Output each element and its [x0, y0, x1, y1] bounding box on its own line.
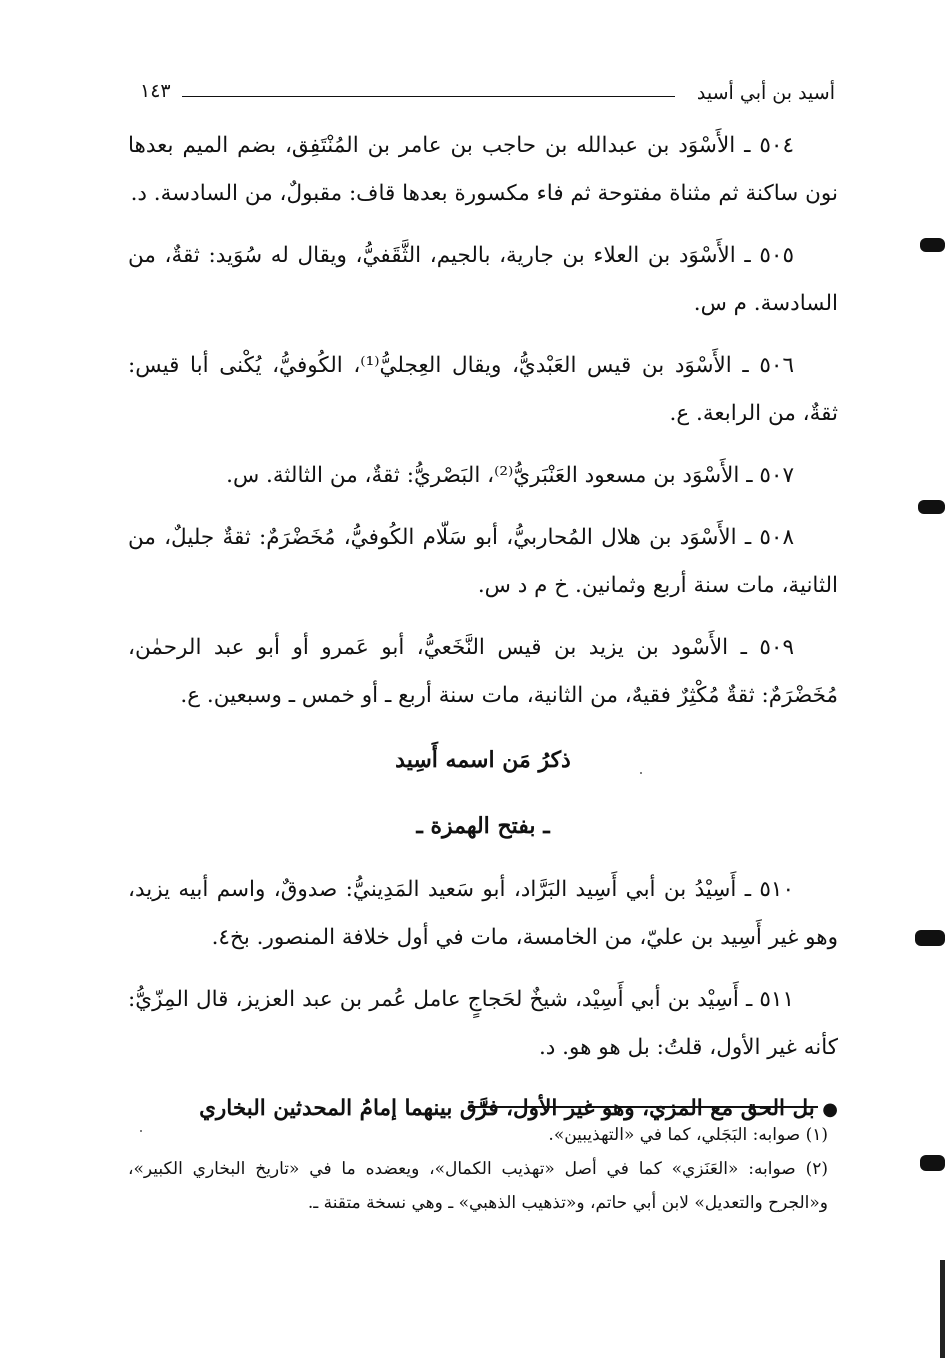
entry-506: ٥٠٦ ـ الأَسْوَد بن قيس العَبْديُّ، ويقال العِجليُّ⁽¹⁾، الكُوفيُّ، يُكْنى أبا قيس: ثقةٌ، من الرابعة. ع. — [128, 353, 838, 426]
scan-mark — [918, 500, 945, 514]
scan-speck — [640, 772, 642, 774]
page-number: ١٤٣ — [140, 80, 171, 102]
section-heading: ذكرُ مَن اسمه أَسِيد — [395, 747, 571, 773]
scan-mark — [915, 930, 945, 946]
entry-509: ٥٠٩ ـ الأَسْود بن يزيد بن قيس النَّخَعيُّ، أبو عَمرو أو أبو عبد الرحمٰن، مُخَضْرَمٌ: ثقةٌ مُكْثِرٌ فقيهٌ، من الثانية، مات سنة أربع ـ أو خمس ـ وسبعين. ع. — [128, 635, 838, 708]
scan-speck — [140, 1130, 142, 1132]
entry-510: ٥١٠ ـ أَسِيْدُ بن أبي أَسِيد البَرَّاد، أبو سَعيد المَدِينيُّ: صدوقٌ، واسم أبيه يزيد، وهو غير أَسِيد بن عليّ، من الخامسة، مات في أول خلافة المنصور. بخ٤. — [128, 877, 838, 950]
page-body — [128, 122, 838, 1133]
entry-508: ٥٠٨ ـ الأَسْوَد بن هلال المُحاربيُّ، أبو سَلّام الكُوفيُّ، مُخَضْرَمٌ: ثقةٌ جليلٌ، من الثانية، مات سنة أربع وثمانين. خ م د س. — [128, 525, 838, 598]
scan-mark — [920, 238, 945, 252]
entry-507: ٥٠٧ ـ الأَسْوَد بن مسعود العَنْبَريُّ⁽²⁾، البَصْريُّ: ثقةٌ، من الثالثة. س. — [226, 463, 794, 488]
bullet-icon: ● — [822, 1099, 838, 1120]
scan-edge — [940, 1260, 945, 1358]
header-rule — [182, 96, 675, 97]
section-subheading: ـ بفتح الهمزة ـ — [416, 813, 550, 839]
running-header — [140, 80, 835, 114]
scan-mark — [920, 1155, 945, 1171]
entry-511: ٥١١ ـ أَسِيْد بن أبي أَسِيْد، شيخٌ لحَجاجٍ عامل عُمر بن عبد العزيز، قال المِزّيُّ: كأنه غير الأول، قلتُ: بل هو هو. د. — [128, 987, 838, 1060]
footnotes — [128, 1118, 828, 1220]
entry-505: ٥٠٥ ـ الأَسْوَد بن العلاء بن جارية، بالجيم، الثَّقَفيُّ، ويقال له سُوَيد: ثقةٌ، من السادسة. م س. — [128, 243, 838, 316]
header-title: أسيد بن أبي أسيد — [696, 82, 835, 104]
entry-504: ٥٠٤ ـ الأَسْوَد بن عبدالله بن حاجب بن عامر بن المُنْتَفِق، بضم الميم بعدها نون ساكنة ثم مثناة مفتوحة ثم فاء مكسورة بعدها قاف: مقبولٌ، من السادسة. د. — [128, 133, 838, 206]
footnote-1: (١) صوابه: البَجَلي، كما في «التهذيبين». — [548, 1125, 828, 1145]
footnote-2: (٢) صوابه: «العَنَزي» كما في أصل «تهذيب الكمال»، ويعضده ما في «تاريخ البخاري الكبير»، و«الجرح والتعديل» لابن أبي حاتم، و«تذهيب الذهبي» ـ وهي نسخة متقنة ـ. — [128, 1159, 828, 1213]
editor-note-text: بل الحق مع المزي، وهو غير الأول، فرَّق بينهما إمامُ المحدثين البخاري — [199, 1096, 815, 1121]
footnote-rule — [468, 1106, 818, 1108]
